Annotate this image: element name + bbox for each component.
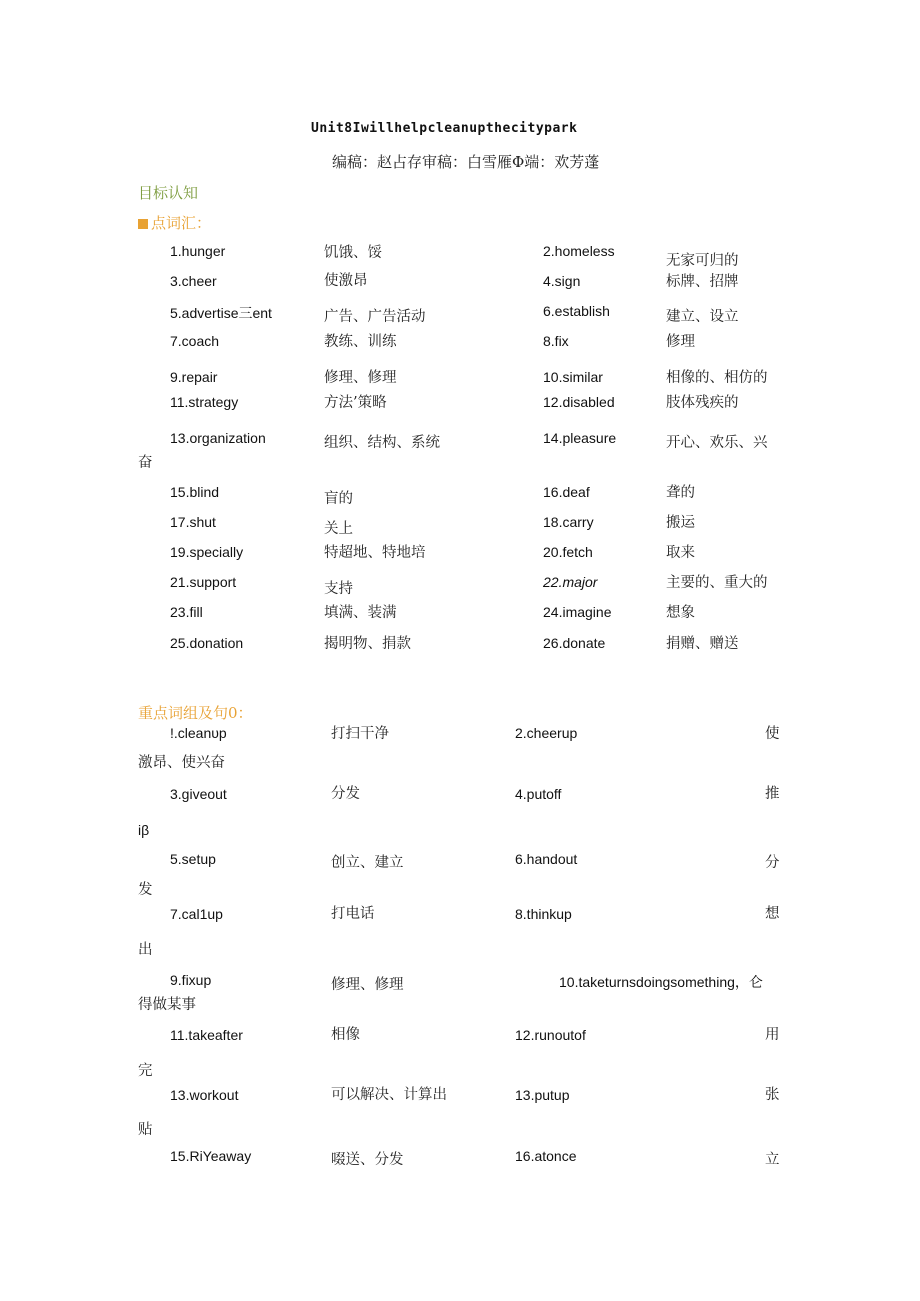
vocab-zh: 揭明物、捐款: [324, 636, 411, 652]
phrase-en: 4.putoff: [515, 786, 562, 802]
phrase-en: 5.setup: [170, 851, 216, 867]
phrase-en: 3.giveout: [170, 786, 227, 802]
phrase-en: 13.workout: [170, 1087, 239, 1103]
vocab-zh: 肢体残疾的: [666, 395, 739, 411]
phrase-zh-wrap: iβ: [138, 822, 150, 838]
vocab-zh: 想象: [666, 605, 695, 621]
phrase-zh-wrap: 出: [138, 942, 153, 958]
vocab-zh: 填满、装满: [324, 605, 397, 621]
vocab-en: 6.establish: [543, 303, 610, 319]
vocab-en: 8.fix: [543, 333, 569, 349]
vocab-en: 24.imagine: [543, 604, 612, 620]
phrase-zh: 推: [765, 786, 780, 802]
vocab-zh: 方法’策略: [324, 395, 387, 411]
vocab-en: 14.pleasure: [543, 430, 617, 446]
phrase-en: 7.cal1up: [170, 906, 223, 922]
vocab-en: 11.strategy: [170, 394, 239, 410]
vocab-en: 13.organization: [170, 430, 266, 446]
phrase-zh: 创立、建立: [331, 855, 404, 871]
vocab-en: 18.carry: [543, 514, 594, 530]
vocab-en: 20.fetch: [543, 544, 593, 560]
page-title: Unit8Iwillhelpcleanupthecitypark: [311, 121, 578, 136]
vocab-en: 16.deaf: [543, 484, 590, 500]
phrase-en: 10.taketurnsdoingsomething，仑: [559, 974, 763, 990]
vocab-zh-wrap: 奋: [138, 455, 153, 471]
phrase-zh: 想: [765, 906, 780, 922]
vocab-zh: 标牌、招牌: [666, 274, 739, 290]
phrase-en: 9.fixup: [170, 972, 212, 988]
vocab-zh: 广告、广告活动: [324, 309, 426, 325]
phrase-zh-wrap: 发: [138, 882, 153, 898]
phrase-en: 8.thinkup: [515, 906, 572, 922]
editors-line: 编稿：赵占存审稿：白雪雁Φ端：欢芳蓬: [332, 153, 600, 171]
vocab-en: 5.advertise三ent: [170, 305, 272, 321]
vocab-en: 15.blind: [170, 484, 220, 500]
phrase-en: 2.cheerup: [515, 725, 578, 741]
vocab-zh: 取来: [666, 545, 695, 561]
vocab-zh: 修理、修理: [324, 370, 397, 386]
phrase-en: !.cleanυp: [170, 725, 227, 741]
vocab-zh: 特超地、特地培: [324, 545, 426, 561]
phrase-zh: 相像: [331, 1027, 360, 1043]
vocab-zh: 盲的: [324, 491, 353, 507]
vocab-en: 3.cheer: [170, 273, 217, 289]
vocab-en: 10.similar: [543, 369, 603, 385]
vocab-en: 19.specially: [170, 544, 244, 560]
vocab-en: 17.shut: [170, 514, 216, 530]
vocab-en: 7.coach: [170, 333, 220, 349]
vocab-zh: 搬运: [666, 515, 695, 531]
phrase-zh: 用: [765, 1027, 780, 1043]
phrase-zh-wrap: 得做某事: [138, 997, 196, 1013]
phrase-en: 16.atonce: [515, 1148, 577, 1164]
phrase-zh: 可以解决、计算出: [331, 1087, 447, 1103]
vocab-zh: 支持: [324, 581, 353, 597]
phrases-heading: 重点词组及句0：: [138, 704, 253, 722]
vocab-zh: 开心、欢乐、兴: [666, 435, 768, 451]
vocab-zh: 聋的: [666, 485, 695, 501]
vocab-heading: [138, 212, 211, 233]
phrase-zh-wrap: 激昂、使兴奋: [138, 755, 225, 771]
vocab-zh: 修理: [666, 334, 695, 350]
goals-heading: 目标认知: [138, 184, 199, 202]
vocab-en: 23.fill: [170, 604, 203, 620]
vocab-en: 1.hunger: [170, 243, 226, 259]
vocab-zh: 教练、训练: [324, 334, 397, 350]
vocab-zh: 饥饿、馁: [324, 245, 382, 261]
phrase-en: 15.RiYeaway: [170, 1148, 252, 1164]
phrase-en: 11.takeafter: [170, 1027, 243, 1043]
vocab-zh: 主要的、重大的: [666, 575, 768, 591]
vocab-en: 25.donation: [170, 635, 244, 651]
vocab-zh: 捐赠、赠送: [666, 636, 739, 652]
phrase-zh: 张: [765, 1087, 780, 1103]
square-bullet-icon: [138, 219, 148, 229]
phrase-zh: 分发: [331, 786, 360, 802]
phrase-zh-wrap: 贴: [138, 1122, 153, 1138]
phrase-zh: 打扫干净: [331, 726, 389, 742]
vocab-en: 2.homeless: [543, 243, 615, 259]
vocab-zh: 组织、结构、系统: [324, 435, 440, 451]
vocab-zh: 使激昂: [324, 273, 368, 289]
vocab-en: 26.donate: [543, 635, 606, 651]
phrase-zh: 立: [765, 1152, 780, 1168]
phrase-zh: 修理、修理: [331, 977, 404, 993]
vocab-zh: 关上: [324, 521, 353, 537]
vocab-zh: 相像的、相仿的: [666, 370, 768, 386]
vocab-heading-label: 点词汇：: [151, 214, 212, 232]
vocab-zh: 无家可归的: [666, 253, 739, 269]
phrase-zh-wrap: 完: [138, 1063, 153, 1079]
phrase-en: 12.runoutof: [515, 1027, 586, 1043]
phrase-zh: 啜送、分发: [331, 1152, 404, 1168]
vocab-en: 21.support: [170, 574, 237, 590]
phrase-zh: 分: [765, 855, 780, 871]
vocab-zh: 建立、设立: [666, 309, 739, 325]
vocab-en: 4.sign: [543, 273, 581, 289]
phrase-en: 13.putup: [515, 1087, 570, 1103]
phrase-en: 6.handout: [515, 851, 578, 867]
vocab-en: 12.disabled: [543, 394, 615, 410]
vocab-en: 22.major: [543, 574, 598, 590]
vocab-en: 9.repair: [170, 369, 218, 385]
phrase-zh: 使: [765, 726, 780, 742]
phrase-zh: 打电话: [331, 906, 375, 922]
